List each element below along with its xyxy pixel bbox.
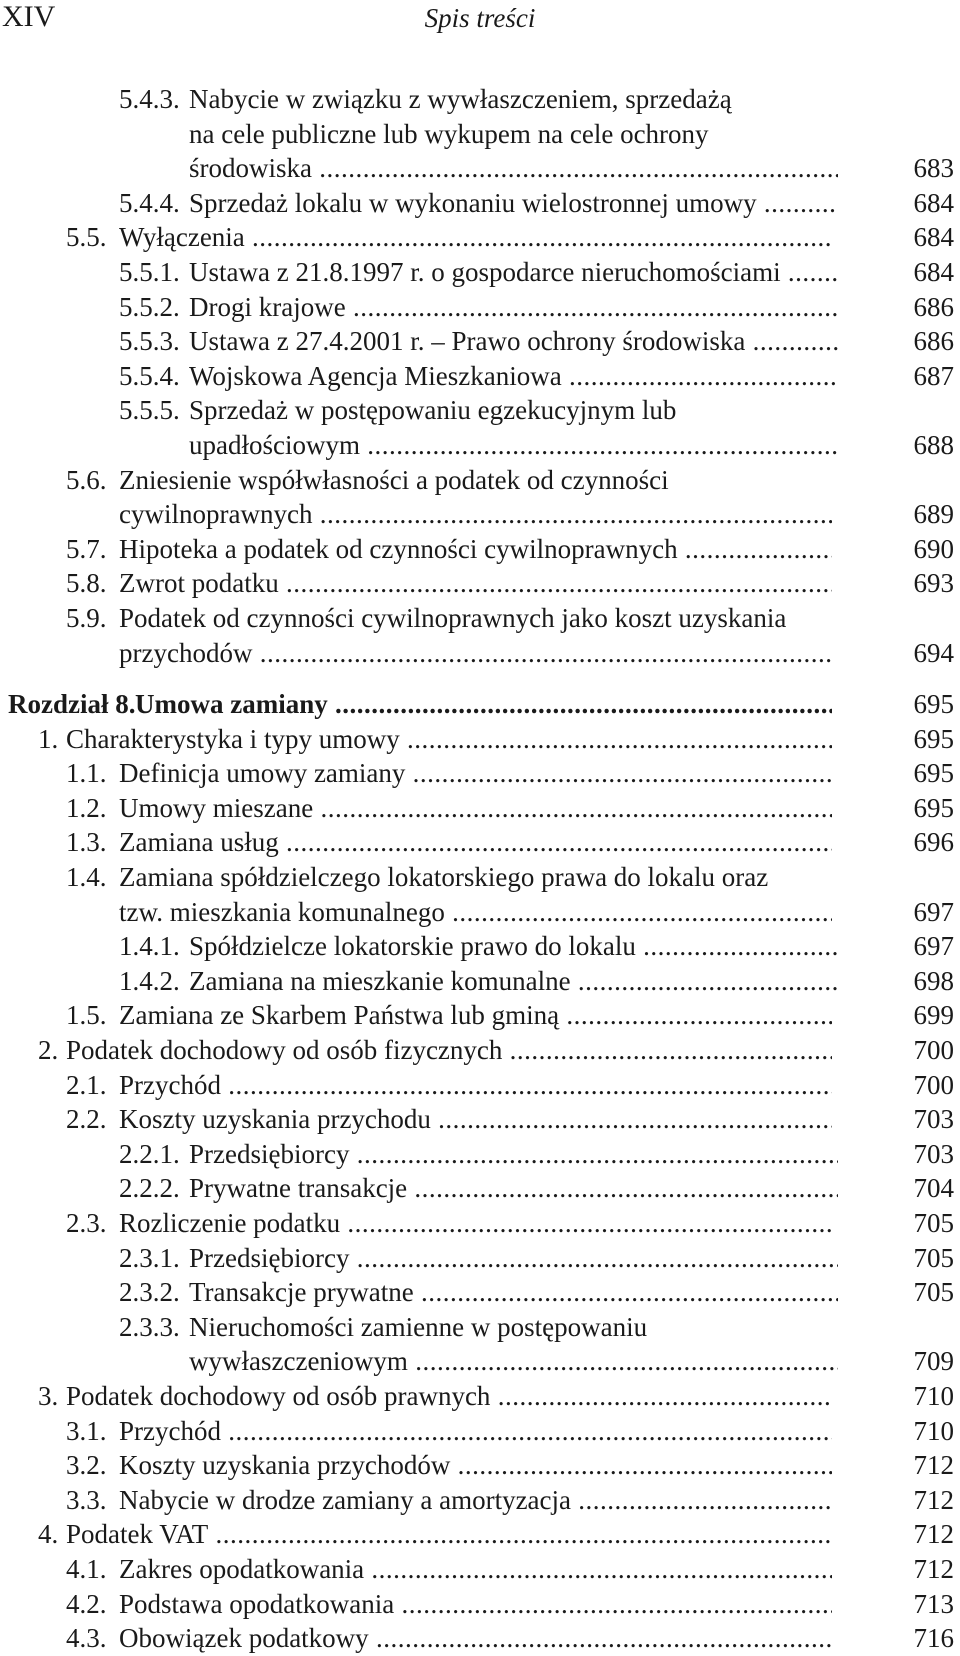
toc-entry[interactable] (0, 1068, 960, 1103)
toc-line (0, 290, 960, 325)
toc-entry-number: 5.5.1. (119, 256, 180, 287)
toc-entry-number: 5.7. (66, 533, 107, 564)
toc-entry-title: Zamiana spółdzielczego lokatorskiego prawa do lokalu oraz (119, 862, 769, 893)
toc-line (0, 1483, 960, 1518)
toc-entry-title: Przychód ..... (119, 1414, 832, 1449)
toc-entry-title: Ustawa z 21.8.1997 r. o gospodarce nieruchomościami ..... (189, 255, 838, 290)
toc-line (0, 532, 960, 567)
toc-entry-title: Hipoteka a podatek od czynności cywilnoprawnych ..... (119, 532, 832, 567)
toc-entry-number: 2.2.2. (119, 1173, 180, 1204)
toc-page-number: 695 (913, 689, 954, 720)
toc-entry[interactable] (0, 1621, 960, 1656)
toc-line (0, 1206, 960, 1241)
toc-page-number: 689 (913, 499, 954, 530)
toc-entry-number: 2.2. (66, 1104, 107, 1135)
toc-page-number: 704 (913, 1173, 954, 1204)
toc-entry-title: Zniesienie współwłasności a podatek od czynności (119, 464, 669, 495)
toc-entry[interactable] (0, 1448, 960, 1483)
toc-entry[interactable] (0, 359, 960, 394)
toc-entry-title: Rozliczenie podatku ..... (119, 1206, 832, 1241)
toc-entry-number: 4.1. (66, 1553, 107, 1584)
toc-entry-title: przychodów ..... (119, 636, 832, 671)
toc-entry-title: Umowa zamiany ..... (135, 687, 832, 722)
toc-line (0, 1587, 960, 1622)
toc-entry-title: Zwrot podatku ..... (119, 566, 832, 601)
toc-line (0, 929, 960, 964)
toc-page-number: 684 (913, 256, 954, 287)
toc-entry-title: Drogi krajowe ..... (189, 290, 838, 325)
toc-entry[interactable] (0, 1517, 960, 1552)
toc-entry[interactable] (0, 1414, 960, 1449)
toc-entry-number: 5.5.2. (119, 291, 180, 322)
toc-entry-number: 4.3. (66, 1623, 107, 1654)
toc-entry-title: Przedsiębiorcy ..... (189, 1241, 838, 1276)
toc-entry[interactable] (0, 1033, 960, 1068)
toc-entry-number: 2.3. (66, 1208, 107, 1238)
toc-page-number: 712 (913, 1450, 954, 1481)
toc-entry[interactable] (0, 566, 960, 601)
toc-line (0, 1344, 960, 1379)
toc-entry[interactable] (0, 964, 960, 999)
toc-entry-title: Zamiana usług ..... (119, 825, 832, 860)
toc-line (0, 1379, 960, 1414)
toc-entry-number: 3.3. (66, 1484, 107, 1515)
toc-entry[interactable] (0, 463, 960, 532)
toc-entry[interactable] (0, 1483, 960, 1518)
toc-entry[interactable] (0, 82, 960, 186)
toc-entry-title: Obowiązek podatkowy ..... (119, 1621, 832, 1656)
toc-entry-title: Zakres opodatkowania ..... (119, 1552, 832, 1587)
toc-page-number: 713 (913, 1588, 954, 1619)
toc-entry[interactable] (0, 791, 960, 826)
toc-line (0, 1517, 960, 1552)
toc-line (0, 255, 960, 290)
toc-line (0, 497, 960, 532)
toc-entry-number: Rozdział 8. (8, 689, 136, 720)
toc-entry-number: 5.6. (66, 464, 107, 495)
toc-entry-title: Przychód ..... (119, 1068, 832, 1103)
toc-page-number: 712 (913, 1553, 954, 1584)
toc-entry-number: 5.9. (66, 602, 107, 633)
toc-line (0, 756, 960, 791)
toc-entry-number: 3.1. (66, 1415, 107, 1446)
toc-entry-title: Sprzedaż w postępowaniu egzekucyjnym lub (189, 395, 677, 426)
toc-line (0, 636, 960, 671)
toc-entry-number: 2.3.1. (119, 1242, 180, 1273)
toc-line (0, 791, 960, 826)
toc-entry[interactable] (0, 1102, 960, 1137)
toc-entry-number: 3. (38, 1380, 59, 1411)
toc-page-number: 703 (913, 1138, 954, 1169)
toc-entry-number: 1. (38, 723, 59, 754)
toc-entry-title: środowiska ..... (189, 151, 838, 186)
toc-entry-number: 1.3. (66, 827, 107, 858)
toc-page-number: 686 (913, 291, 954, 322)
toc-entry-title: wywłaszczeniowym ..... (189, 1344, 838, 1379)
toc-line (0, 1552, 960, 1587)
toc-line (0, 82, 960, 117)
toc-page-number: 688 (913, 429, 954, 460)
toc-entry-title: Podatek dochodowy od osób prawnych ..... (66, 1379, 832, 1414)
toc-entry-number: 5.5. (66, 222, 107, 253)
toc-entry[interactable] (0, 1552, 960, 1587)
toc-page-number: 712 (913, 1519, 954, 1550)
toc-line (0, 825, 960, 860)
toc-line (0, 895, 960, 930)
page-number: XIV (2, 0, 56, 33)
toc-entry-number: 2.3.3. (119, 1311, 180, 1342)
toc-entry[interactable] (0, 290, 960, 325)
toc-entry[interactable] (0, 532, 960, 567)
toc-page-number: 710 (913, 1380, 954, 1411)
toc-entry-title: Przedsiębiorcy ..... (189, 1137, 838, 1172)
toc-line (0, 1310, 960, 1345)
toc-page-number: 700 (913, 1035, 954, 1066)
toc-page-number: 694 (913, 637, 954, 668)
toc-entry-title: Umowy mieszane ..... (119, 791, 832, 826)
running-title: Spis treści (424, 3, 536, 33)
toc-page-number: 686 (913, 326, 954, 357)
toc-line (0, 722, 960, 757)
toc-entry[interactable] (0, 1171, 960, 1206)
toc-line (0, 566, 960, 601)
toc-entry-number: 5.5.3. (119, 326, 180, 357)
toc-entry-number: 5.5.4. (119, 360, 180, 391)
toc-entry[interactable] (0, 1275, 960, 1310)
toc-entry-number: 2.2.1. (119, 1138, 180, 1169)
toc-page-number: 697 (913, 931, 954, 962)
toc-entry-title: Sprzedaż lokalu w wykonaniu wielostronnej umowy ..... (189, 186, 838, 221)
toc-page-number: 693 (913, 568, 954, 599)
toc-entry-number: 5.5.5. (119, 395, 180, 426)
toc-page-number: 712 (913, 1484, 954, 1515)
toc-entry-title: Prywatne transakcje ..... (189, 1171, 838, 1206)
toc-line (0, 998, 960, 1033)
toc-entry-number: 5.8. (66, 568, 107, 599)
toc-entry-number: 1.5. (66, 1000, 107, 1031)
toc-entry[interactable] (0, 756, 960, 791)
toc-line (0, 151, 960, 186)
toc-page-number: 703 (913, 1104, 954, 1135)
toc-entry[interactable] (0, 324, 960, 359)
toc-page-number: 687 (913, 360, 954, 391)
toc-line (0, 117, 960, 152)
toc-page-number: 695 (913, 758, 954, 789)
toc-entry-title: tzw. mieszkania komunalnego ..... (119, 895, 832, 930)
toc-entry-title: Nabycie w związku z wywłaszczeniem, sprzedażą (189, 84, 732, 114)
toc-entry[interactable] (0, 998, 960, 1033)
toc-entry-title: Spółdzielcze lokatorskie prawo do lokalu ..... (189, 929, 838, 964)
toc-page-number: 705 (913, 1208, 954, 1238)
toc-line (0, 601, 960, 636)
toc-entry-title: Podatek dochodowy od osób fizycznych ..... (66, 1033, 832, 1068)
toc-entry-title: Definicja umowy zamiany ..... (119, 756, 832, 791)
toc-page-number: 690 (913, 533, 954, 564)
toc-line (0, 1171, 960, 1206)
toc-page-number: 699 (913, 1000, 954, 1031)
toc-entry[interactable] (0, 929, 960, 964)
toc-entry-title: Zamiana na mieszkanie komunalne ..... (189, 964, 838, 999)
toc-line (0, 324, 960, 359)
toc-entry-title: Wojskowa Agencja Mieszkaniowa ..... (189, 359, 838, 394)
toc-entry[interactable] (0, 1137, 960, 1172)
toc-line (0, 687, 960, 722)
toc-page-number: 697 (913, 896, 954, 927)
table-of-contents (0, 82, 960, 1656)
toc-page-number: 710 (913, 1415, 954, 1446)
toc-line (0, 359, 960, 394)
toc-entry-number: 1.1. (66, 758, 107, 789)
toc-page-number: 716 (913, 1623, 954, 1654)
toc-line (0, 1275, 960, 1310)
toc-entry[interactable] (0, 186, 960, 221)
page-header (0, 0, 960, 50)
toc-entry-number: 5.4.4. (119, 187, 180, 218)
toc-entry-number: 2.3.2. (119, 1277, 180, 1308)
toc-entry-title: Zamiana ze Skarbem Państwa lub gminą ..... (119, 998, 832, 1033)
toc-line (0, 186, 960, 221)
toc-page-number: 696 (913, 827, 954, 858)
toc-entry[interactable] (0, 1310, 960, 1379)
toc-line (0, 1241, 960, 1276)
toc-page-number: 683 (913, 153, 954, 184)
toc-entry-title: Podatek od czynności cywilnoprawnych jako koszt uzyskania (119, 602, 787, 633)
toc-entry[interactable] (0, 825, 960, 860)
toc-entry-title: Koszty uzyskania przychodu ..... (119, 1102, 832, 1137)
toc-entry[interactable] (0, 220, 960, 255)
toc-page-number: 709 (913, 1346, 954, 1377)
toc-entry-number: 1.4.1. (119, 931, 180, 962)
toc-entry[interactable] (0, 860, 960, 929)
toc-entry-number: 3.2. (66, 1450, 107, 1481)
toc-entry-title: Podatek VAT ..... (66, 1517, 832, 1552)
toc-entry-title: cywilnoprawnych ..... (119, 497, 832, 532)
toc-line (0, 1448, 960, 1483)
toc-page-number: 695 (913, 792, 954, 823)
toc-entry-number: 4.2. (66, 1588, 107, 1619)
toc-entry[interactable] (0, 393, 960, 462)
toc-entry-number: 1.2. (66, 792, 107, 823)
toc-entry-title: Nieruchomości zamienne w postępowaniu (189, 1311, 648, 1342)
toc-entry[interactable] (0, 255, 960, 290)
toc-entry-title: Koszty uzyskania przychodów ..... (119, 1448, 832, 1483)
toc-line (0, 393, 960, 428)
toc-page-number: 684 (913, 187, 954, 218)
toc-line (0, 1137, 960, 1172)
toc-page-number: 695 (913, 723, 954, 754)
toc-entry-title: Podstawa opodatkowania ..... (119, 1587, 832, 1622)
toc-entry-number: 4. (38, 1519, 59, 1550)
toc-line (0, 428, 960, 463)
chapter-entry[interactable] (0, 687, 960, 722)
toc-entry-number: 2.1. (66, 1069, 107, 1100)
toc-line (0, 463, 960, 498)
toc-entry-number: 5.4.3. (119, 84, 180, 114)
toc-entry[interactable] (0, 1587, 960, 1622)
toc-entry[interactable] (0, 1206, 960, 1241)
toc-page-number: 705 (913, 1277, 954, 1308)
toc-line (0, 1414, 960, 1449)
toc-entry-number: 1.4.2. (119, 965, 180, 996)
toc-line (0, 860, 960, 895)
toc-entry[interactable] (0, 1241, 960, 1276)
toc-entry-title: upadłościowym ..... (189, 428, 838, 463)
toc-entry-number: 2. (38, 1035, 59, 1066)
toc-line (0, 1102, 960, 1137)
toc-line (0, 964, 960, 999)
toc-page-number: 700 (913, 1069, 954, 1100)
toc-entry[interactable] (0, 722, 960, 757)
toc-page-number: 684 (913, 222, 954, 253)
toc-line (0, 220, 960, 255)
toc-page-number: 705 (913, 1242, 954, 1273)
toc-entry[interactable] (0, 1379, 960, 1414)
toc-entry-title: Ustawa z 27.4.2001 r. – Prawo ochrony środowiska ..... (189, 324, 838, 359)
toc-entry-title: na cele publiczne lub wykupem na cele ochrony (189, 118, 709, 149)
toc-entry-title: Wyłączenia ..... (119, 220, 832, 255)
toc-entry-title: Transakcje prywatne ..... (189, 1275, 838, 1310)
toc-entry-title: Charakterystyka i typy umowy ..... (66, 722, 832, 757)
toc-line (0, 1068, 960, 1103)
toc-line (0, 1033, 960, 1068)
toc-entry-title: Nabycie w drodze zamiany a amortyzacja ..... (119, 1483, 832, 1518)
toc-line (0, 1621, 960, 1656)
toc-entry-number: 1.4. (66, 862, 107, 893)
toc-entry[interactable] (0, 601, 960, 670)
toc-page-number: 698 (913, 965, 954, 996)
